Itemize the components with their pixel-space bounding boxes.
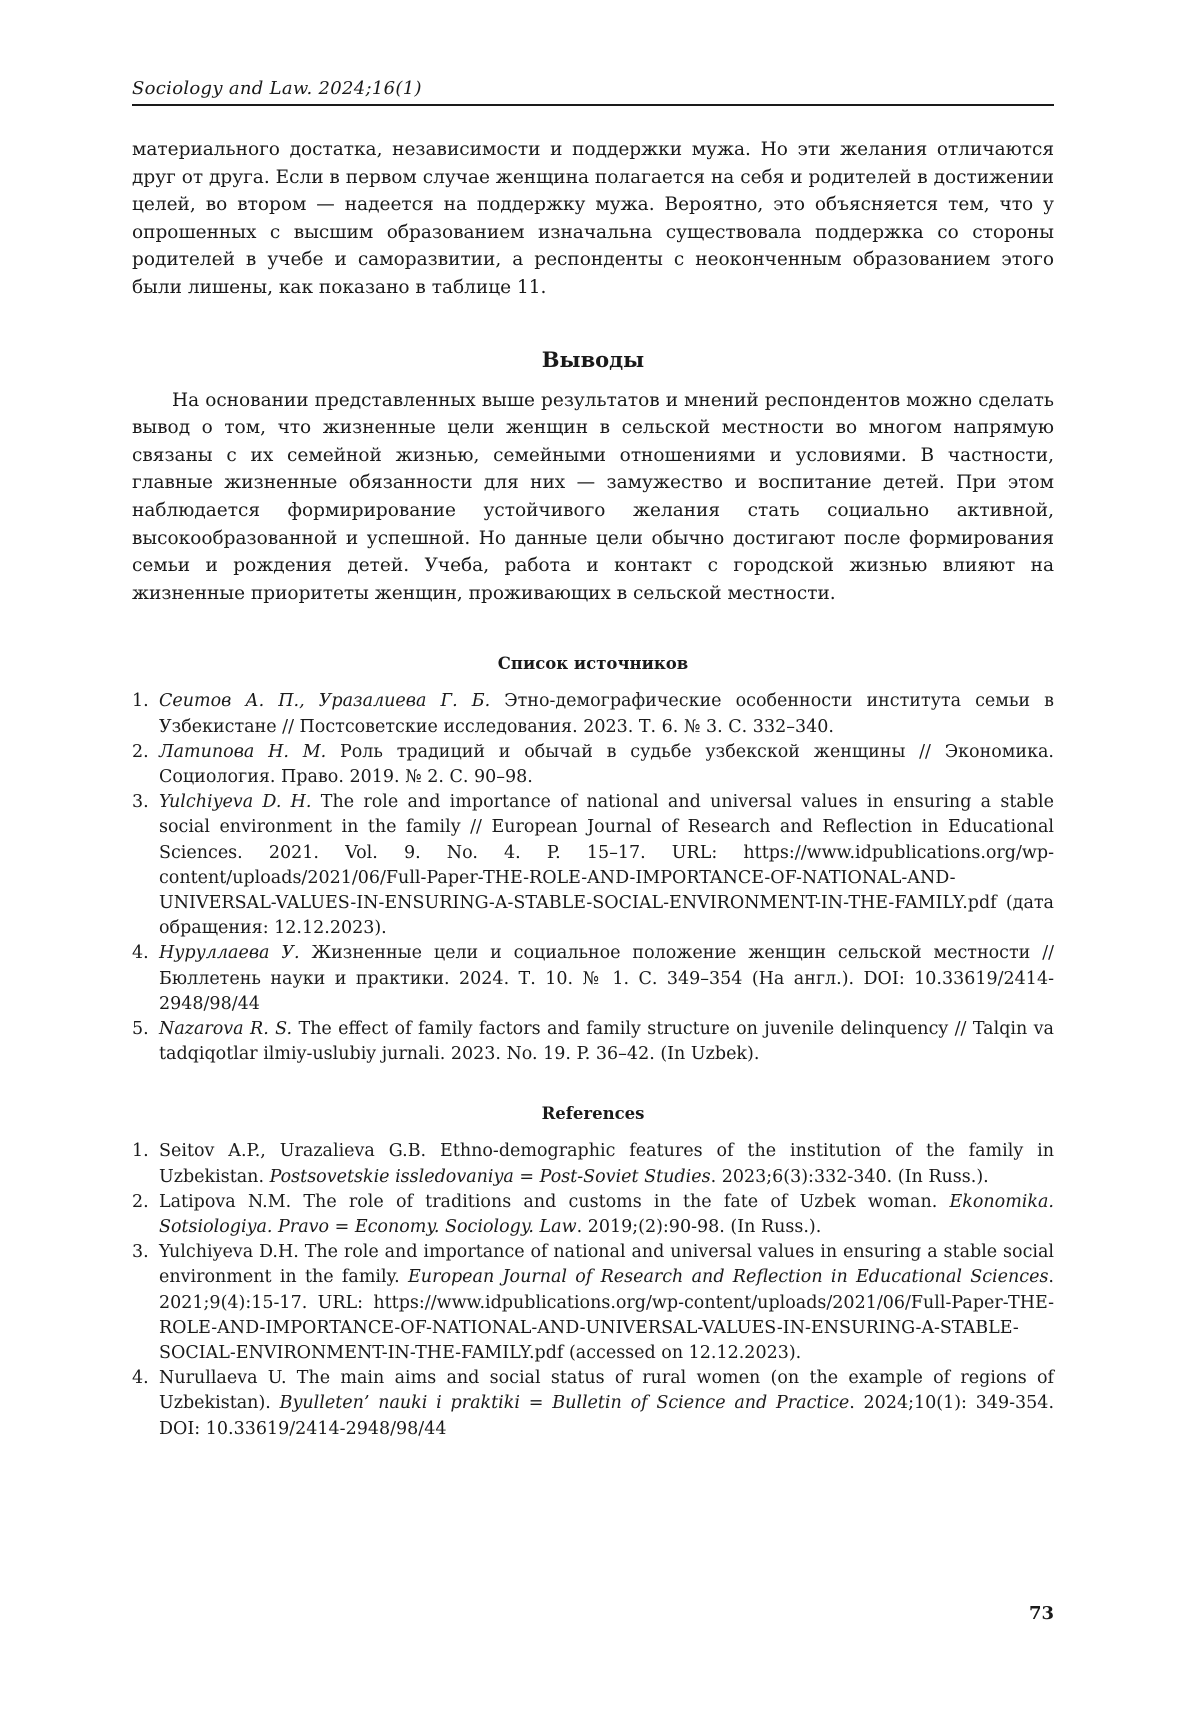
page-number: 73 bbox=[1028, 1603, 1054, 1624]
source-number: 3. bbox=[132, 792, 149, 813]
source-text: The role and importance of national and universal values in ensuring a stable social environment in the family // European Journal of Research and Reflection in Educational Sciences. 2021. Vol. 9. No. 4. P. 15–17. URL: https://www.idpublications.org/wp-content/uploads/2021/06/Full-Paper-THE-ROLE-AND-IMPORTANCE-OF-NATIONAL-AND-UNIVERSAL-VALUES-IN-ENSURING-A-STABLE-SOCIAL-ENVIRONMENT-IN-THE-FAMILY.pdf (дата обращения: 12.12.2023). bbox=[159, 792, 1054, 939]
source-text: Роль традиций и обычай в судьбе узбекской женщины // Экономика. Социология. Право. 2019. № 2. С. 90–98. bbox=[159, 741, 1054, 787]
source-item bbox=[132, 1017, 1054, 1067]
header-rule bbox=[132, 104, 1054, 106]
reference-item bbox=[132, 1139, 1054, 1189]
reference-number: 4. bbox=[132, 1368, 149, 1389]
source-item bbox=[132, 740, 1054, 790]
source-number: 1. bbox=[132, 691, 149, 712]
reference-item bbox=[132, 1240, 1054, 1366]
source-authors: Латипова Н. М. bbox=[159, 741, 327, 762]
sources-heading: Список источников bbox=[497, 654, 689, 674]
reference-details: . 2024;10(1): 349-354. DOI: 10.33619/2414-2948/98/44 bbox=[159, 1393, 1055, 1439]
source-number: 5. bbox=[132, 1018, 149, 1039]
reference-details: . 2023;6(3):332-340. (In Russ.). bbox=[710, 1166, 989, 1187]
source-item bbox=[132, 941, 1054, 1017]
references-list bbox=[132, 1139, 1054, 1441]
source-authors: Nazarova R. S. bbox=[159, 1018, 293, 1039]
source-number: 2. bbox=[132, 741, 149, 762]
source-number: 4. bbox=[132, 943, 149, 964]
reference-text: Latipova N.M. The role of traditions and customs in the fate of Uzbek woman. bbox=[159, 1191, 950, 1212]
reference-text: Nurullaeva U. The main aims and social status of rural women (on the example of regions of Uzbekistan). bbox=[159, 1368, 1054, 1414]
running-head: Sociology and Law. 2024;16(1) bbox=[132, 78, 422, 99]
reference-journal: Postsovetskie issledovaniya = Post-Soviet Studies bbox=[269, 1166, 711, 1187]
reference-journal: European Journal of Research and Reflection in Educational Sciences bbox=[408, 1267, 1049, 1288]
source-authors: Yulchiyeva D. H. bbox=[159, 792, 312, 813]
reference-text: Seitov A.P., Urazalieva G.B. Ethno-demographic features of the institution of the family in Uzbekistan. bbox=[159, 1141, 1054, 1187]
reference-journal: Byulleten’ nauki i praktiki = Bulletin of Science and Practice bbox=[279, 1393, 850, 1414]
reference-text: Yulchiyeva D.H. The role and importance of national and universal values in ensuring a stable social environment in the family. bbox=[159, 1242, 1054, 1288]
references-heading: References bbox=[541, 1104, 645, 1124]
continuation-paragraph: материального достатка, независимости и поддержки мужа. Но эти желания отличаются друг от друга. Если в первом случае женщина полагается на себя и родителей в достижении целей, во втором — надеется на поддержку мужа. Вероятно, это объясняется тем, что у опрошенных с высшим образованием изначальна существовала поддержка со стороны родителей в учебе и саморазвитии, а респонденты с неоконченным образованием этого были лишены, как показано в таблице 11. bbox=[132, 139, 1054, 298]
conclusions-paragraph: На основании представленных выше результатов и мнений респондентов можно сделать вывод о том, что жизненные цели женщин в сельской местности во многом напрямую связаны с их семейной жизнью, семейными отношениями и условиями. В частности, главные жизненные обязанности для них — замужество и воспитание детей. При этом наблюдается формирирование устойчивого желания стать социально активной, высокообразованной и успешной. Но данные цели обычно достигают после формирования семьи и рождения детей. Учеба, работа и контакт с городской жизнью влияют на жизненные приоритеты женщин, проживающих в сельской местности. bbox=[132, 389, 1054, 604]
source-text: Жизненные цели и социальное положение женщин сельской местности // Бюллетень науки и практики. 2024. Т. 10. № 1. С. 349–354 (На англ.). DOI: 10.33619/2414-2948/98/44 bbox=[159, 943, 1054, 1014]
reference-details: . 2019;(2):90-98. (In Russ.). bbox=[576, 1216, 822, 1237]
conclusions-heading: Выводы bbox=[541, 346, 645, 372]
reference-item bbox=[132, 1366, 1054, 1442]
source-item bbox=[132, 689, 1054, 739]
source-authors: Сеитов А. П., Уразалиева Г. Б. bbox=[159, 691, 491, 712]
reference-number: 1. bbox=[132, 1141, 149, 1162]
page-content bbox=[132, 136, 1054, 1442]
source-item bbox=[132, 790, 1054, 941]
reference-details: . 2021;9(4):15-17. URL: https://www.idpublications.org/wp-content/uploads/2021/06/Full-Paper-THE-ROLE-AND-IMPORTANCE-OF-NATIONAL-AND-UNIVERSAL-VALUES-IN-ENSURING-A-STABLE-SOCIAL-ENVIRONMENT-IN-THE-FAMILY.pdf (accessed on 12.12.2023). bbox=[159, 1267, 1054, 1363]
source-authors: Нуруллаева У. bbox=[159, 943, 300, 964]
reference-item bbox=[132, 1190, 1054, 1240]
source-text: The effect of family factors and family structure on juvenile delinquency // Talqin va tadqiqotlar ilmiy-uslubiy jurnali. 2023. No. 19. P. 36–42. (In Uzbek). bbox=[159, 1018, 1054, 1065]
reference-number: 2. bbox=[132, 1191, 149, 1212]
reference-journal: Ekonomika. Sotsiologiya. Pravo = Economy. Sociology. Law bbox=[159, 1191, 1054, 1237]
reference-number: 3. bbox=[132, 1242, 149, 1263]
source-text: Этно-демографические особенности института семьи в Узбекистане // Постсоветские исследования. 2023. Т. 6. № 3. С. 332–340. bbox=[159, 691, 1054, 737]
sources-list bbox=[132, 689, 1054, 1067]
